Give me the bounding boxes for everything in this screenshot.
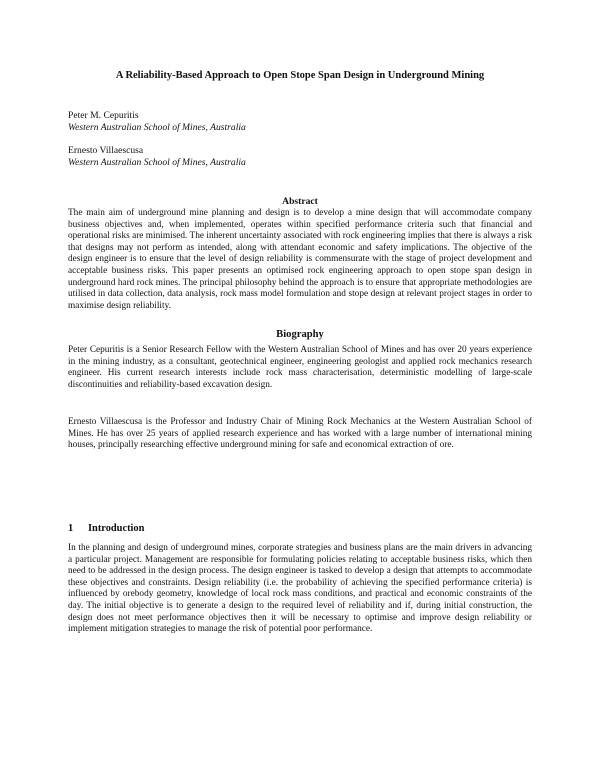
abstract-text: The main aim of underground mine planning and design is to develop a mine design that will accommodate company business objectives and, when implemented, operates within specified performance criteria such that financial and operational risks are minimised. The inherent uncertainty associated with rock engineering implies that there is always a risk that designs may not perform as intended, along with attendant economic and safety implications. The objective of the design engineer is to ensure that the level of design reliability is commensurate with the stage of project development and acceptable business risks. This paper presents an optimised rock engineering approach to open stope span design in underground hard rock mines. The principal philosophy behind the approach is to ensure that appropriate methodologies are utilised in data collection, data analysis, rock mass model formulation and stope design at relevant project stages in order to maximise design reliability. bbox=[68, 208, 532, 311]
section-number: 1 bbox=[68, 523, 74, 534]
biography-paragraph-2: Ernesto Villaescusa is the Professor and Industry Chair of Mining Rock Mechanics at the Western Australian School of Mines. He has over 25 years of applied research experience and has worked with a large number of international mining houses, principally researching effective underground mining for safe and economical extraction of ore. bbox=[68, 417, 532, 451]
introduction-heading bbox=[68, 522, 144, 535]
introduction-text: In the planning and design of underground mines, corporate strategies and business plans are the main drivers in advancing a particular project. Management are responsible for formulating policies relating to acceptable business risks, which then need to be addressed in the design process. The design engineer is tasked to develop a design that attempts to accommodate these objectives and constraints. Design reliability (i.e. the probability of achieving the specified performance criteria) is influenced by orebody geometry, knowledge of local rock mass conditions, and practical and economic constraints of the day. The initial objective is to generate a design to the required level of reliability and if, during initial construction, the design does not meet performance objectives then it will be necessary to optimise and improve design reliability or implement mitigation strategies to manage the risk of potential poor performance. bbox=[68, 543, 532, 635]
biography-heading: Biography bbox=[276, 329, 324, 340]
section-title: Introduction bbox=[88, 523, 145, 534]
author-name-1: Peter M. Cepuritis bbox=[68, 110, 139, 121]
author-affiliation-2: Western Australian School of Mines, Australia bbox=[68, 157, 246, 168]
paper-title: A Reliability-Based Approach to Open Stope Span Design in Underground Mining bbox=[115, 70, 485, 81]
biography-paragraph-1: Peter Cepuritis is a Senior Research Fellow with the Western Australian School of Mines and has over 20 years experience in the mining industry, as a consultant, geotechnical engineer, engineering geologist and applied rock mechanics research engineer. His current research interests include rock mass characterisation, deterministic modelling of large-scale discontinuities and reliability-based excavation design. bbox=[68, 345, 532, 390]
author-affiliation-1: Western Australian School of Mines, Australia bbox=[68, 122, 246, 133]
abstract-heading: Abstract bbox=[282, 196, 318, 207]
author-name-2: Ernesto Villaescusa bbox=[68, 145, 144, 156]
